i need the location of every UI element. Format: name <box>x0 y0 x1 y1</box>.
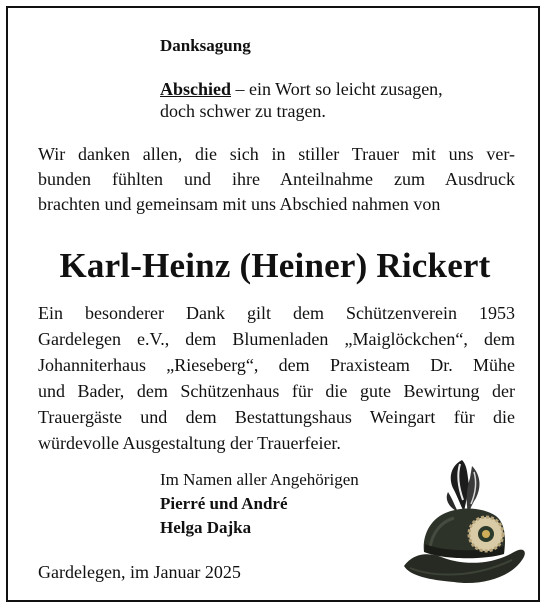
special-thanks-line: Johanniterhaus „Rieseberg“, dem Praxisteam Dr. Mühe <box>38 355 515 375</box>
heading: Danksagung <box>160 36 251 55</box>
special-thanks-line: Trauergäste und dem Bestattungshaus Weingart für die <box>38 407 515 427</box>
obituary-card <box>6 6 540 602</box>
thanks-line: Wir danken allen, die sich in stiller Trauer mit uns ver- <box>38 144 515 164</box>
poem <box>160 78 443 122</box>
deceased-name: Karl-Heinz (Heiner) Rickert <box>59 246 491 285</box>
poem-keyword: Abschied <box>160 79 232 99</box>
thanks-line: bunden fühlten und ihre Anteilnahme zum Ausdruck <box>38 169 515 189</box>
special-thanks-line: und Bader, dem Schützenhaus für die gute Bewirtung der <box>38 381 515 401</box>
signature-intro: Im Namen aller Angehörigen <box>160 470 359 489</box>
poem-line-1 <box>160 78 443 100</box>
thanks-line: brachten und gemeinsam mit uns Abschied nahmen von <box>38 194 441 214</box>
signature-names-1: Pierré und André <box>160 494 288 513</box>
special-thanks-line: Gardelegen e.V., dem Blumenladen „Maiglöckchen“, dem <box>38 329 515 349</box>
poem-line-1-rest: – ein Wort so leicht zusagen, <box>231 79 443 99</box>
place-date: Gardelegen, im Januar 2025 <box>38 562 241 582</box>
special-thanks-paragraph <box>38 300 515 456</box>
special-thanks-line: Ein besonderer Dank gilt dem Schützenverein 1953 <box>38 303 515 323</box>
thanks-paragraph <box>38 142 515 217</box>
signature-block <box>160 468 359 540</box>
poem-line-2: doch schwer zu tragen. <box>160 101 326 121</box>
signature-names-2: Helga Dajka <box>160 518 252 537</box>
hunting-hat-icon <box>400 456 530 591</box>
special-thanks-line: würdevolle Ausgestaltung der Trauerfeier. <box>38 433 341 453</box>
